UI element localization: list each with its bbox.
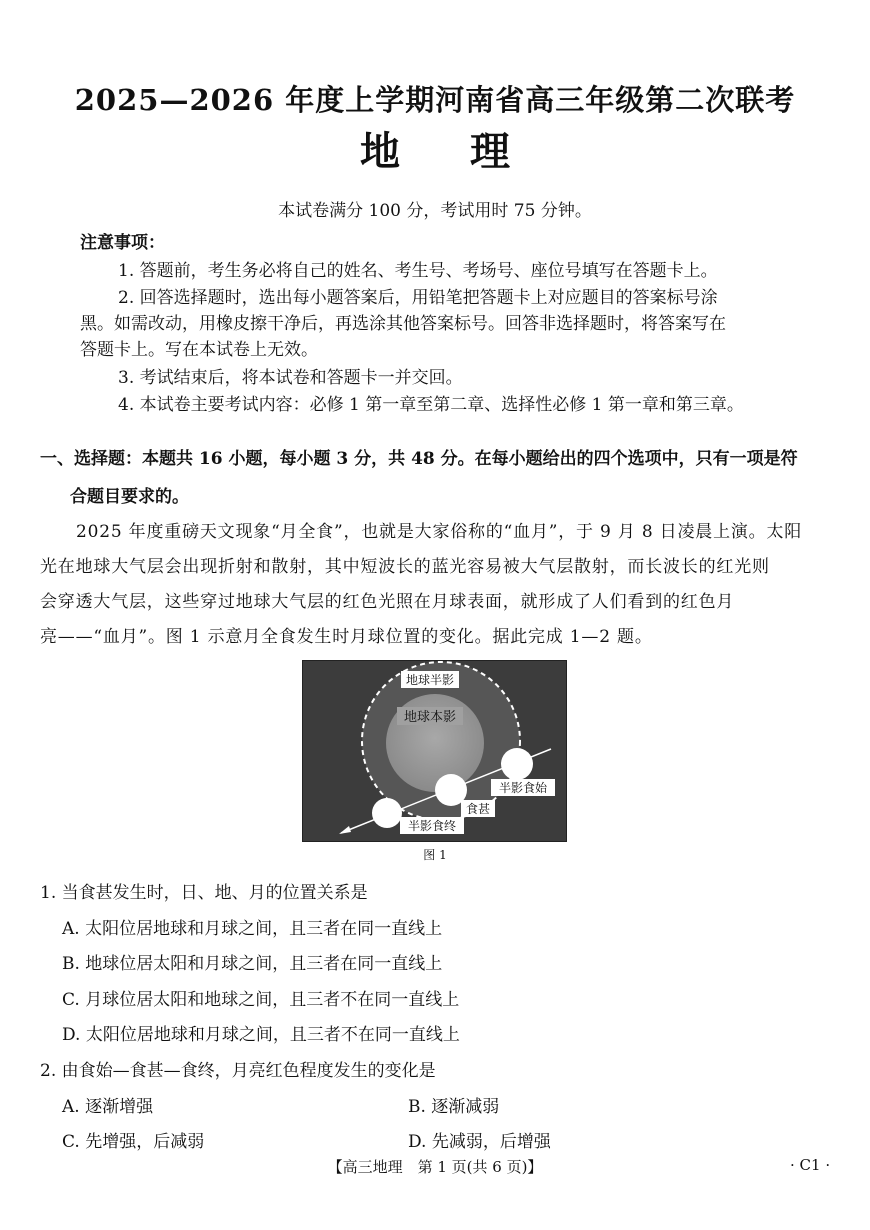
moon-penumbra-start (501, 748, 533, 780)
question-option: A. 逐渐增强 (62, 1097, 154, 1117)
penumbra-start-label: 半影食始 (498, 781, 548, 795)
notice-line: 3. 考试结束后，将本试卷和答题卡一并交回。 (118, 368, 463, 388)
section-heading-cont: 合题目要求的。 (70, 487, 189, 507)
notice-line: 黑。如需改动，用橡皮擦干净后，再选涂其他答案标号。回答非选择题时，将答案写在 (80, 314, 726, 334)
question-stem: 1. 当食甚发生时，日、地、月的位置关系是 (40, 883, 368, 903)
penumbra-end-label: 半影食终 (407, 819, 457, 833)
question-option: C. 先增强，后减弱 (62, 1132, 205, 1152)
passage-line: 亮——“血月”。图 1 示意月全食发生时月球位置的变化。据此完成 1—2 题。 (40, 627, 653, 647)
lunar-eclipse-figure (302, 660, 567, 842)
question-option: D. 太阳位居地球和月球之间，且三者不在同一直线上 (62, 1025, 460, 1045)
maximum-label: 食甚 (465, 802, 491, 816)
moon-penumbra-end (372, 798, 402, 828)
eclipse-diagram (303, 661, 566, 841)
passage-line: 光在地球大气层会出现折射和散射，其中短波长的蓝光容易被大气层散射，而长波长的红光则 (40, 557, 770, 577)
page-code: · C1 · (790, 1156, 831, 1174)
notice-heading: 注意事项： (80, 233, 165, 253)
umbra-label: 地球本影 (403, 710, 457, 725)
page-footer: 【高三地理 第 1 页(共 6 页)】 (327, 1158, 543, 1176)
question-stem: 2. 由食始—食甚—食终，月亮红色程度发生的变化是 (40, 1061, 436, 1081)
subject-title: 地理 (360, 128, 580, 175)
notice-line: 1. 答题前，考生务必将自己的姓名、考生号、考场号、座位号填写在答题卡上。 (118, 261, 718, 281)
notice-line: 2. 回答选择题时，选出每小题答案后，用铅笔把答题卡上对应题目的答案标号涂 (118, 288, 718, 308)
exam-title: 2025—2026 年度上学期河南省高三年级第二次联考 (74, 83, 796, 117)
question-option: A. 太阳位居地球和月球之间，且三者在同一直线上 (62, 919, 443, 939)
notice-line: 答题卡上。写在本试卷上无效。 (80, 340, 318, 360)
question-option: B. 逐渐减弱 (408, 1097, 500, 1117)
exam-info: 本试卷满分 100 分，考试用时 75 分钟。 (278, 201, 592, 221)
section-heading: 一、选择题：本题共 16 小题，每小题 3 分，共 48 分。在每小题给出的四个选项中，只有一项是符 (40, 449, 798, 469)
question-option: D. 先减弱，后增强 (408, 1132, 551, 1152)
passage-line: 2025 年度重磅天文现象“月全食”，也就是大家俗称的“血月”，于 9 月 8 日凌晨上演。太阳 (76, 522, 803, 542)
penumbra-label: 地球半影 (405, 673, 455, 687)
figure-caption: 图 1 (423, 848, 447, 862)
passage-line: 会穿透大气层，这些穿过地球大气层的红色光照在月球表面，就形成了人们看到的红色月 (40, 592, 735, 612)
question-option: C. 月球位居太阳和地球之间，且三者不在同一直线上 (62, 990, 460, 1010)
notice-line: 4. 本试卷主要考试内容：必修 1 第一章至第二章、选择性必修 1 第一章和第三章。 (118, 395, 744, 415)
question-option: B. 地球位居太阳和月球之间，且三者在同一直线上 (62, 954, 443, 974)
